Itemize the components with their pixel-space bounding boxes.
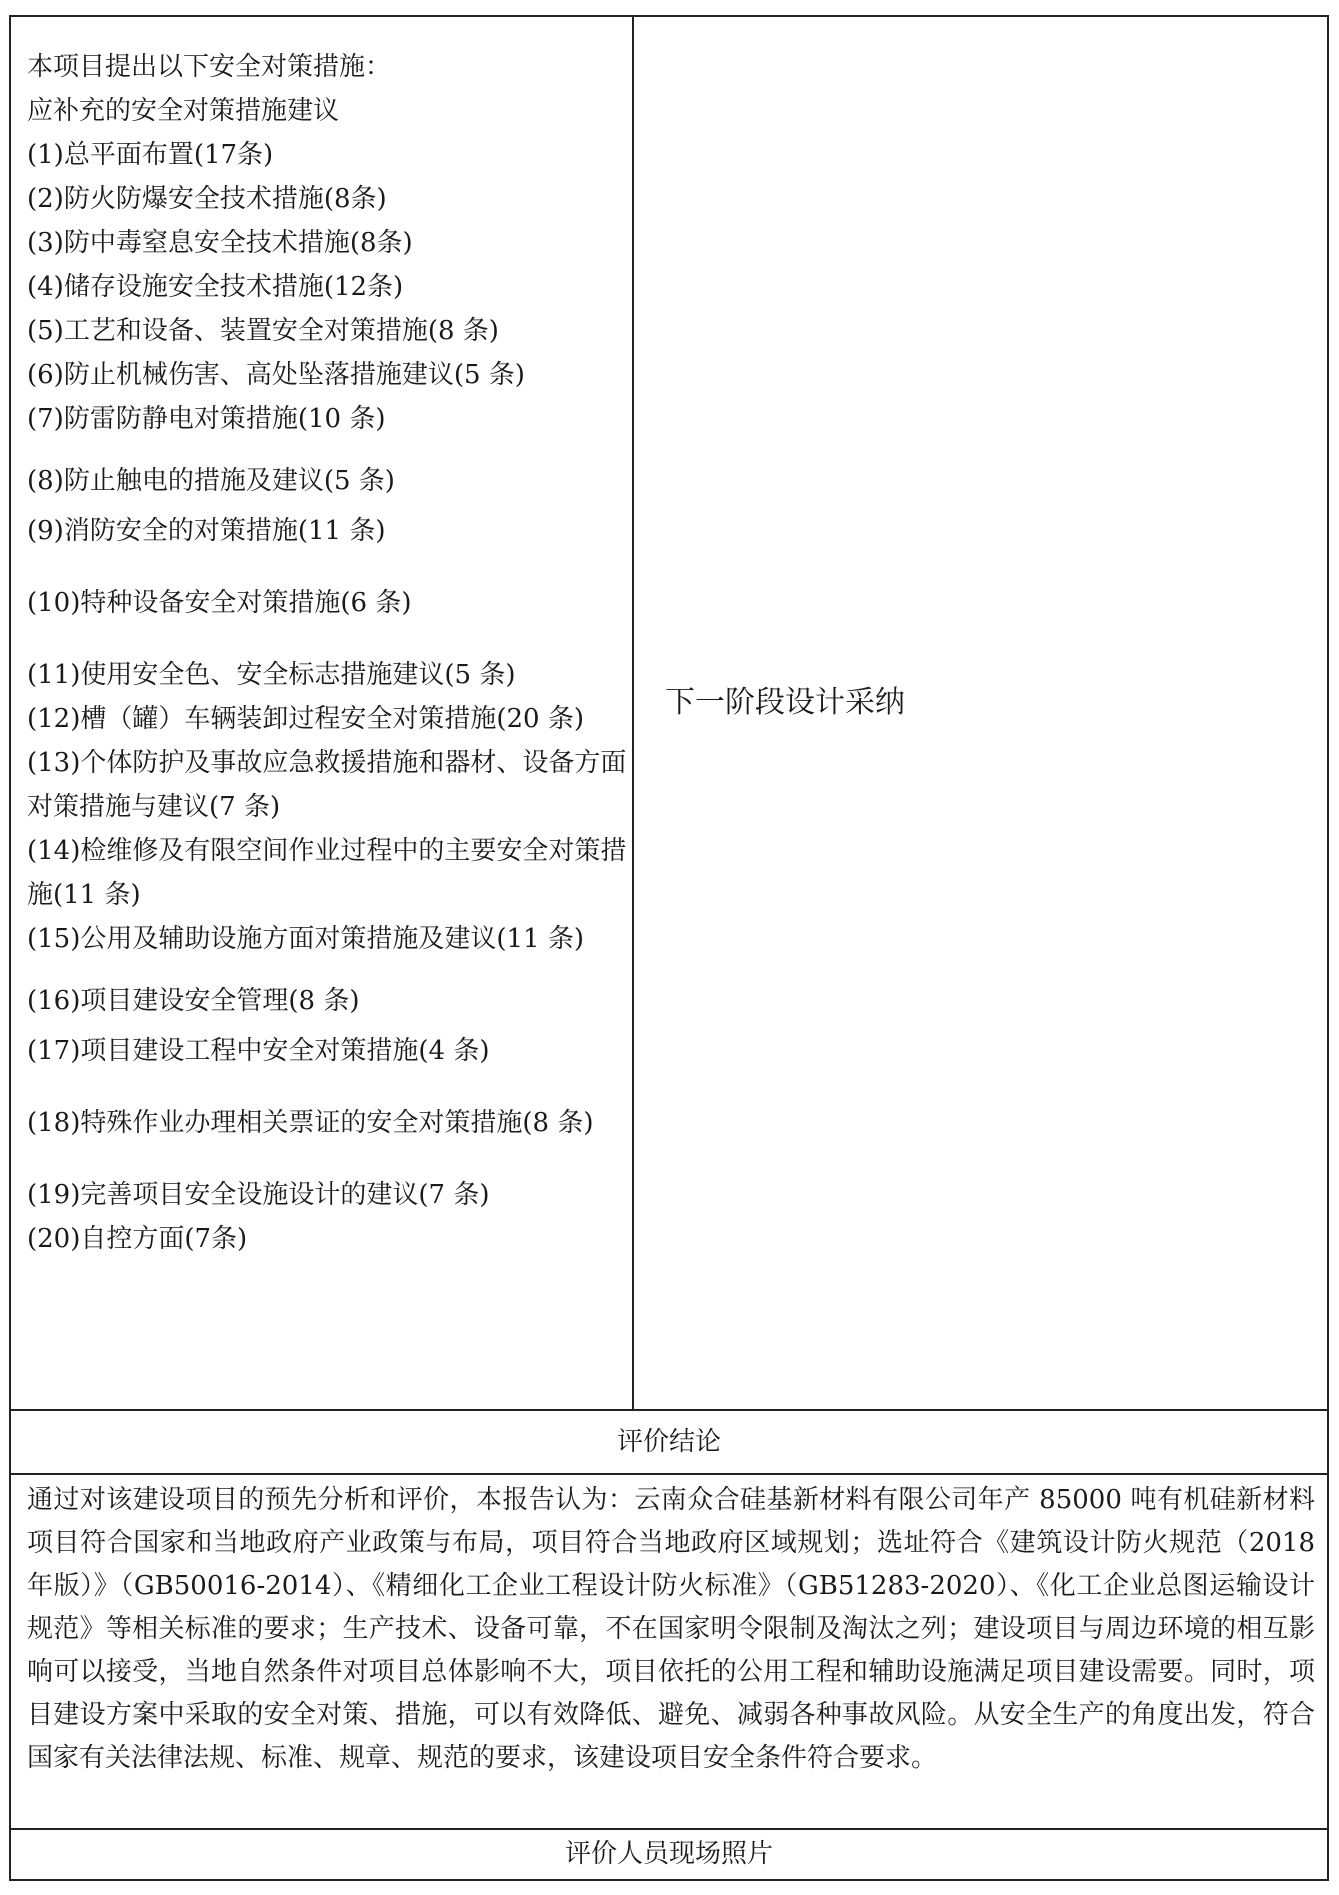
list-item: (10)特种设备安全对策措施(6 条): [27, 588, 412, 618]
conclusion-heading: 评价结论: [616, 1427, 721, 1457]
list-item: (14)检维修及有限空间作业过程中的主要安全对策措施(11 条): [27, 836, 627, 910]
list-item: (19)完善项目安全设施设计的建议(7 条): [27, 1180, 490, 1210]
evaluation-table: [9, 15, 1329, 1881]
list-item: (7)防雷防静电对策措施(10 条): [27, 404, 386, 434]
list-item: (13)个体防护及事故应急救援措施和器材、设备方面对策措施与建议(7 条): [27, 748, 627, 822]
row-divider-3: [11, 1828, 1327, 1830]
list-item: (5)工艺和设备、装置安全对策措施(8 条): [27, 316, 499, 346]
safety-measures-list: [27, 45, 627, 1261]
list-item: (20)自控方面(7条): [27, 1224, 248, 1254]
list-item: (2)防火防爆安全技术措施(8条): [27, 184, 387, 214]
list-item: (12)槽（罐）车辆装卸过程安全对策措施(20 条): [27, 704, 585, 734]
list-item: (16)项目建设安全管理(8 条): [27, 986, 360, 1016]
photos-heading: 评价人员现场照片: [564, 1839, 773, 1869]
list-item: (17)项目建设工程中安全对策措施(4 条): [27, 1036, 490, 1066]
conclusion-text: 通过对该建设项目的预先分析和评价，本报告认为：云南众合硅基新材料有限公司年产 85000 吨有机硅新材料项目符合国家和当地政府产业政策与布局，项目符合当地政府区域规划；选址符合《建筑设计防火规范（2018 年版）》（GB50016-2014）、《精细化工企业工程设计防火标准》（GB51283-2020）、《化工企业总图运输设计规范》等相关标准的要求；生产技术、设备可靠，不在国家明令限制及淘汰之列；建设项目与周边环境的相互影响可以接受，当地自然条件对项目总体影响不大，项目依托的公用工程和辅助设施满足项目建设需要。同时，项目建设方案中采取的安全对策、措施，可以有效降低、避免、减弱各种事故风险。从安全生产的角度出发，符合国家有关法律法规、标准、规章、规范的要求，该建设项目安全条件符合要求。: [27, 1485, 1315, 1773]
row-divider-2: [11, 1473, 1327, 1475]
list-item: (6)防止机械伤害、高处坠落措施建议(5 条): [27, 360, 525, 390]
adoption-status: 下一阶段设计采纳: [665, 685, 905, 720]
row-divider-1: [11, 1409, 1327, 1411]
column-divider: [632, 17, 634, 1409]
measures-intro: 本项目提出以下安全对策措施：: [27, 52, 392, 82]
list-item: (1)总平面布置(17条): [27, 140, 274, 170]
list-item: (4)储存设施安全技术措施(12条): [27, 272, 404, 302]
measures-subtitle: 应补充的安全对策措施建议: [27, 96, 340, 126]
list-item: (18)特殊作业办理相关票证的安全对策措施(8 条): [27, 1108, 594, 1138]
list-item: (8)防止触电的措施及建议(5 条): [27, 466, 395, 496]
list-item: (9)消防安全的对策措施(11 条): [27, 516, 386, 546]
list-item: (11)使用安全色、安全标志措施建议(5 条): [27, 660, 516, 690]
list-item: (3)防中毒窒息安全技术措施(8条): [27, 228, 413, 258]
list-item: (15)公用及辅助设施方面对策措施及建议(11 条): [27, 924, 585, 954]
